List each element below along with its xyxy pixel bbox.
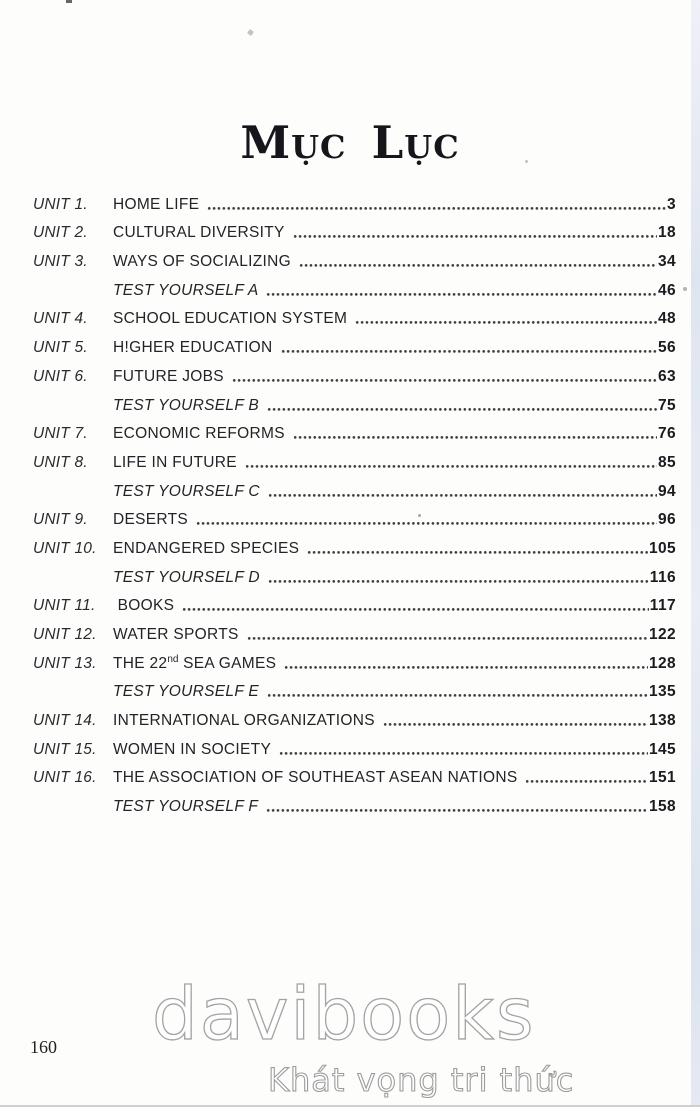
toc-row [33, 242, 676, 271]
toc-unit-label: UNIT 9. [33, 511, 88, 529]
toc-row [33, 787, 676, 816]
title-word [371, 116, 460, 170]
toc-row [33, 357, 676, 386]
toc-page-number: 145 [648, 740, 676, 758]
ordinal-superscript: nd [167, 653, 179, 665]
toc-unit-label: UNIT 15. [33, 740, 97, 758]
toc-unit-label: UNIT 3. [33, 253, 88, 271]
toc-unit-label: UNIT 6. [33, 367, 88, 385]
toc-page-number: 3 [666, 195, 676, 213]
dot-leader [293, 233, 657, 240]
toc-page-number: 128 [648, 654, 676, 672]
toc-entry-title: ENDANGERED SPECIES [113, 539, 300, 557]
title-letters: ỤC [291, 128, 347, 167]
folio-page-number: 160 [30, 1037, 57, 1057]
title-letter: L [371, 116, 405, 170]
toc-unit-label: UNIT 1. [33, 195, 88, 213]
toc-page-number: 85 [657, 453, 676, 471]
dot-leader [268, 492, 657, 499]
toc-entry-title: TEST YOURSELF C [113, 482, 260, 500]
toc-entry-title: TEST YOURSELF B [113, 396, 260, 414]
toc-row [33, 472, 676, 501]
dot-leader [196, 520, 657, 527]
toc-page-number: 75 [657, 396, 676, 414]
toc-page-number: 158 [648, 798, 676, 816]
toc-page-number: 105 [648, 539, 676, 557]
dot-leader [207, 205, 666, 212]
watermark-brand: davibooks [152, 972, 536, 1056]
toc-entry-title: DESERTS [113, 511, 189, 529]
toc-entry-title: ECONOMIC REFORMS [113, 425, 285, 443]
dot-leader [266, 807, 648, 814]
dot-leader [267, 406, 657, 413]
toc-page-number: 56 [657, 339, 676, 357]
title-letters: ỤC [404, 128, 460, 167]
toc-entry-title: SCHOOL EDUCATION SYSTEM [113, 310, 348, 328]
toc-unit-label: UNIT 16. [33, 769, 97, 787]
toc-entry-title: INTERNATIONAL ORGANIZATIONS [113, 712, 375, 730]
dot-leader [299, 262, 657, 269]
toc-unit-label: UNIT 5. [33, 339, 88, 357]
toc-row [33, 185, 676, 214]
toc-row [33, 730, 676, 759]
dot-leader [307, 549, 648, 556]
toc-row [33, 701, 676, 730]
toc-entry-title: THE 22nd SEA GAMES [113, 653, 277, 672]
toc-row [33, 271, 676, 300]
toc-page-number: 96 [657, 511, 676, 529]
toc-unit-label: UNIT 10. [33, 539, 97, 557]
toc-page-number: 138 [648, 712, 676, 730]
toc-page-number: 48 [657, 310, 676, 328]
dot-leader [232, 377, 657, 384]
dot-leader [266, 291, 656, 298]
toc-entry-title: LIFE IN FUTURE [113, 453, 237, 471]
title-word [240, 116, 347, 170]
toc-row [33, 615, 676, 644]
toc-entry-title: WAYS OF SOCIALIZING [113, 253, 291, 271]
toc-entry-title: THE ASSOCIATION OF SOUTHEAST ASEAN NATIONS [113, 769, 518, 787]
dot-leader [383, 721, 648, 728]
toc-page-number: 94 [657, 482, 676, 500]
toc-entry-title: FUTURE JOBS [113, 367, 224, 385]
toc-entry-title: CULTURAL DIVERSITY [113, 224, 285, 242]
toc-row [33, 300, 676, 329]
toc-page-number: 122 [648, 626, 676, 643]
dot-leader [293, 434, 657, 441]
toc-row [33, 415, 676, 444]
toc-row [33, 501, 676, 530]
watermark-tagline: Khát vọng tri thức [268, 1061, 575, 1099]
toc-unit-label: UNIT 8. [33, 453, 88, 471]
toc-page-number: 63 [657, 367, 676, 385]
toc-unit-label: UNIT 7. [33, 425, 88, 443]
toc-row [33, 529, 676, 558]
toc-page-number: 135 [648, 683, 676, 701]
dot-leader [284, 664, 648, 671]
toc-unit-label: UNIT 13. [33, 654, 97, 672]
scan-speck [683, 287, 687, 291]
toc-row [33, 443, 676, 472]
toc-unit-label: UNIT 4. [33, 310, 88, 328]
toc-row [33, 644, 676, 673]
toc-unit-label: UNIT 2. [33, 224, 88, 242]
toc-row [33, 759, 676, 788]
dot-leader [279, 750, 648, 757]
toc-entry-title: BOOKS [113, 597, 175, 615]
toc-page-number: 34 [657, 253, 676, 271]
toc-entry-title: H!GHER EDUCATION [113, 339, 273, 357]
toc-entry-title: TEST YOURSELF E [113, 683, 260, 701]
toc-page-number: 151 [648, 769, 676, 787]
toc-entry-title: WATER SPORTS [113, 626, 239, 643]
toc-entry-title: WOMEN IN SOCIETY [113, 740, 272, 758]
toc-page-number: 18 [657, 224, 676, 242]
toc-page-number: 76 [657, 425, 676, 443]
page-title [0, 116, 700, 170]
dot-leader [268, 578, 649, 585]
dot-leader [182, 606, 649, 613]
toc-unit-label: UNIT 12. [33, 626, 97, 643]
scan-speck [66, 0, 72, 3]
dot-leader [525, 778, 647, 785]
title-letter: M [240, 116, 292, 170]
dot-leader [267, 692, 648, 699]
toc-unit-label: UNIT 14. [33, 712, 97, 730]
toc-page-number: 46 [657, 281, 676, 299]
dot-leader [355, 319, 657, 326]
table-of-contents [33, 185, 676, 816]
toc-entry-title: TEST YOURSELF D [113, 568, 260, 586]
dot-leader [247, 635, 648, 642]
scan-speck [247, 29, 254, 36]
toc-entry-title: TEST YOURSELF F [113, 798, 259, 816]
toc-entry-title: HOME LIFE [113, 195, 200, 213]
toc-row [33, 386, 676, 415]
toc-row [33, 587, 676, 616]
toc-unit-label: UNIT 11. [33, 597, 96, 615]
dot-leader [245, 463, 657, 470]
toc-row [33, 558, 676, 587]
toc-row [33, 673, 676, 702]
toc-entry-title: TEST YOURSELF A [113, 281, 259, 299]
toc-row [33, 214, 676, 243]
toc-page-number: 117 [649, 597, 676, 615]
dot-leader [281, 348, 657, 355]
toc-row [33, 328, 676, 357]
toc-page-number: 116 [649, 568, 676, 586]
